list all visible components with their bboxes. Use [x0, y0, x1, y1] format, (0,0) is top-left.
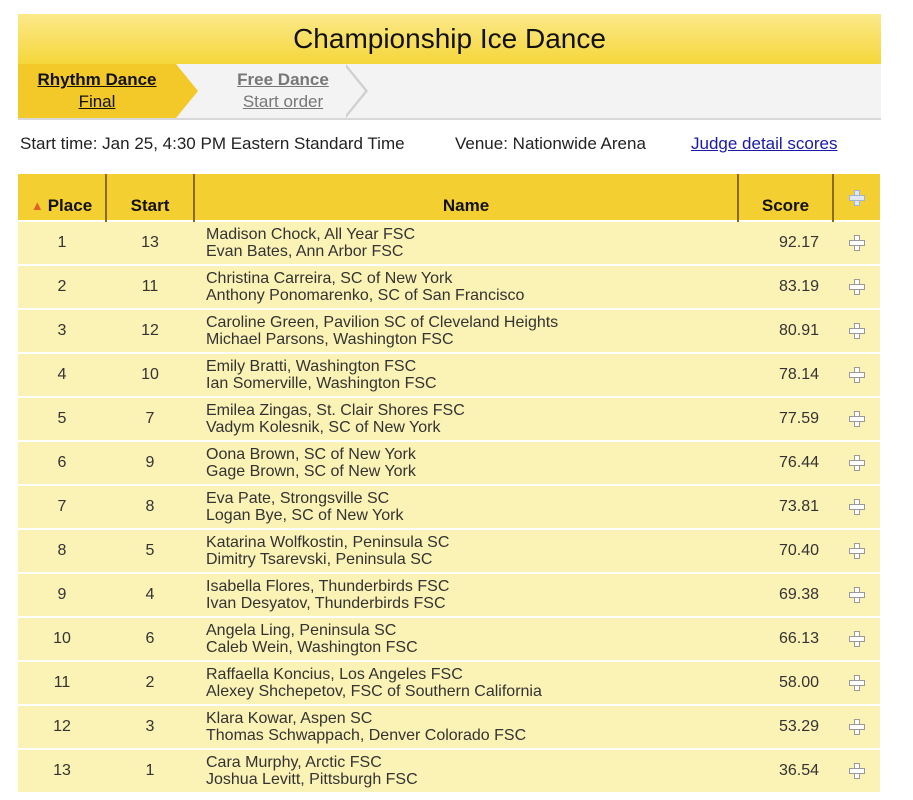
score-cell: 92.17	[738, 221, 833, 265]
plus-expand-icon[interactable]	[849, 763, 865, 779]
plus-expand-icon[interactable]	[849, 411, 865, 427]
skater-1-name: Caroline Green, Pavilion SC of Cleveland Heights	[206, 314, 559, 331]
place-cell: 10	[18, 617, 106, 661]
skater-2-name: Dimitry Tsarevski, Peninsula SC	[206, 551, 433, 568]
skater-1-name: Oona Brown, SC of New York	[206, 446, 416, 463]
start-cell: 1	[106, 749, 194, 792]
expand-cell[interactable]	[833, 529, 880, 573]
score-cell: 78.14	[738, 353, 833, 397]
start-cell: 3	[106, 705, 194, 749]
start-cell: 11	[106, 265, 194, 309]
start-cell: 9	[106, 441, 194, 485]
skater-2-name: Vadym Kolesnik, SC of New York	[206, 419, 441, 436]
place-cell: 4	[18, 353, 106, 397]
score-cell: 66.13	[738, 617, 833, 661]
plus-expand-icon[interactable]	[849, 587, 865, 603]
table-row	[18, 661, 880, 705]
name-cell	[194, 309, 738, 353]
place-cell: 9	[18, 573, 106, 617]
plus-expand-icon[interactable]	[849, 675, 865, 691]
score-cell: 69.38	[738, 573, 833, 617]
expand-cell[interactable]	[833, 353, 880, 397]
start-header[interactable]: Start	[106, 174, 194, 221]
name-cell	[194, 529, 738, 573]
expand-all-icon[interactable]	[849, 190, 865, 206]
place-cell: 12	[18, 705, 106, 749]
name-cell	[194, 617, 738, 661]
page-title: Championship Ice Dance	[18, 14, 881, 64]
name-cell	[194, 353, 738, 397]
place-cell: 7	[18, 485, 106, 529]
table-row	[18, 485, 880, 529]
start-cell: 5	[106, 529, 194, 573]
segment-tabs	[18, 64, 881, 120]
skater-1-name: Cara Murphy, Arctic FSC	[206, 754, 382, 771]
place-cell: 1	[18, 221, 106, 265]
place-cell: 8	[18, 529, 106, 573]
skater-1-name: Klara Kowar, Aspen SC	[206, 710, 373, 727]
place-cell: 2	[18, 265, 106, 309]
venue: Venue: Nationwide Arena	[455, 134, 646, 153]
table-header-row	[18, 174, 880, 221]
skater-1-name: Emily Bratti, Washington FSC	[206, 358, 417, 375]
place-cell: 5	[18, 397, 106, 441]
expand-cell[interactable]	[833, 705, 880, 749]
score-cell: 70.40	[738, 529, 833, 573]
score-cell: 76.44	[738, 441, 833, 485]
score-header[interactable]: Score	[738, 174, 833, 221]
table-row	[18, 309, 880, 353]
plus-expand-icon[interactable]	[849, 367, 865, 383]
skater-2-name: Gage Brown, SC of New York	[206, 463, 416, 480]
score-cell: 58.00	[738, 661, 833, 705]
table-row	[18, 221, 880, 265]
plus-expand-icon[interactable]	[849, 543, 865, 559]
start-cell: 10	[106, 353, 194, 397]
start-cell: 13	[106, 221, 194, 265]
name-cell	[194, 661, 738, 705]
name-cell	[194, 265, 738, 309]
expand-cell[interactable]	[833, 485, 880, 529]
name-cell	[194, 705, 738, 749]
table-row	[18, 529, 880, 573]
expand-cell[interactable]	[833, 309, 880, 353]
plus-expand-icon[interactable]	[849, 499, 865, 515]
sort-ascending-icon[interactable]: ▲	[30, 198, 44, 213]
place-cell: 13	[18, 749, 106, 792]
skater-1-name: Christina Carreira, SC of New York	[206, 270, 453, 287]
tab-free-dance-label[interactable]: Free Dance	[237, 70, 329, 89]
expand-cell[interactable]	[833, 265, 880, 309]
place-header-label[interactable]: Place	[47, 196, 93, 215]
tab-free-dance[interactable]	[208, 64, 358, 118]
table-row	[18, 397, 880, 441]
start-cell: 4	[106, 573, 194, 617]
place-cell: 3	[18, 309, 106, 353]
results-table	[18, 174, 880, 792]
plus-expand-icon[interactable]	[849, 235, 865, 251]
expand-cell[interactable]	[833, 441, 880, 485]
name-cell	[194, 441, 738, 485]
name-cell	[194, 573, 738, 617]
skater-2-name: Anthony Ponomarenko, SC of San Francisco	[206, 287, 525, 304]
expand-cell[interactable]	[833, 617, 880, 661]
expand-all-header[interactable]	[833, 174, 880, 221]
score-cell: 80.91	[738, 309, 833, 353]
name-cell	[194, 397, 738, 441]
expand-cell[interactable]	[833, 749, 880, 792]
plus-expand-icon[interactable]	[849, 455, 865, 471]
skater-2-name: Evan Bates, Ann Arbor FSC	[206, 243, 404, 260]
score-cell: 53.29	[738, 705, 833, 749]
expand-cell[interactable]	[833, 573, 880, 617]
skater-1-name: Emilea Zingas, St. Clair Shores FSC	[206, 402, 465, 419]
place-header[interactable]	[18, 174, 106, 221]
skater-2-name: Ian Somerville, Washington FSC	[206, 375, 437, 392]
name-cell	[194, 221, 738, 265]
tab-rhythm-dance-status[interactable]: Final	[78, 92, 116, 111]
table-row	[18, 749, 880, 792]
score-cell: 73.81	[738, 485, 833, 529]
name-header[interactable]: Name	[194, 174, 738, 221]
skater-2-name: Logan Bye, SC of New York	[206, 507, 404, 524]
place-cell: 11	[18, 661, 106, 705]
tab-free-dance-status[interactable]: Start order	[242, 92, 324, 111]
start-cell: 12	[106, 309, 194, 353]
skater-2-name: Caleb Wein, Washington FSC	[206, 639, 418, 656]
skater-1-name: Raffaella Koncius, Los Angeles FSC	[206, 666, 463, 683]
start-cell: 8	[106, 485, 194, 529]
start-cell: 2	[106, 661, 194, 705]
table-row	[18, 705, 880, 749]
start-time: Start time: Jan 25, 4:30 PM Eastern Standard Time	[20, 134, 405, 153]
plus-expand-icon[interactable]	[849, 719, 865, 735]
plus-expand-icon[interactable]	[849, 323, 865, 339]
skater-2-name: Alexey Shchepetov, FSC of Southern California	[206, 683, 542, 700]
place-cell: 6	[18, 441, 106, 485]
plus-expand-icon[interactable]	[849, 279, 865, 295]
name-cell	[194, 749, 738, 792]
judge-detail-scores-link[interactable]: Judge detail scores	[691, 134, 838, 153]
skater-2-name: Thomas Schwappach, Denver Colorado FSC	[206, 727, 527, 744]
expand-cell[interactable]	[833, 661, 880, 705]
name-cell	[194, 485, 738, 529]
skater-2-name: Michael Parsons, Washington FSC	[206, 331, 454, 348]
skater-1-name: Madison Chock, All Year FSC	[206, 226, 415, 243]
skater-2-name: Ivan Desyatov, Thunderbirds FSC	[206, 595, 446, 612]
skater-2-name: Joshua Levitt, Pittsburgh FSC	[206, 771, 418, 788]
table-row	[18, 573, 880, 617]
table-row	[18, 617, 880, 661]
event-info	[20, 134, 880, 158]
skater-1-name: Eva Pate, Strongsville SC	[206, 490, 390, 507]
score-cell: 36.54	[738, 749, 833, 792]
expand-cell[interactable]	[833, 397, 880, 441]
skater-1-name: Katarina Wolfkostin, Peninsula SC	[206, 534, 450, 551]
tab-arrow-inactive-fill	[344, 65, 365, 117]
table-row	[18, 265, 880, 309]
expand-cell[interactable]	[833, 221, 880, 265]
start-cell: 7	[106, 397, 194, 441]
score-cell: 83.19	[738, 265, 833, 309]
plus-expand-icon[interactable]	[849, 631, 865, 647]
tab-rhythm-dance[interactable]	[18, 64, 176, 118]
score-cell: 77.59	[738, 397, 833, 441]
table-row	[18, 441, 880, 485]
start-cell: 6	[106, 617, 194, 661]
skater-1-name: Angela Ling, Peninsula SC	[206, 622, 397, 639]
tab-arrow-active	[176, 64, 198, 118]
tab-rhythm-dance-label[interactable]: Rhythm Dance	[37, 70, 157, 89]
skater-1-name: Isabella Flores, Thunderbirds FSC	[206, 578, 450, 595]
table-row	[18, 353, 880, 397]
